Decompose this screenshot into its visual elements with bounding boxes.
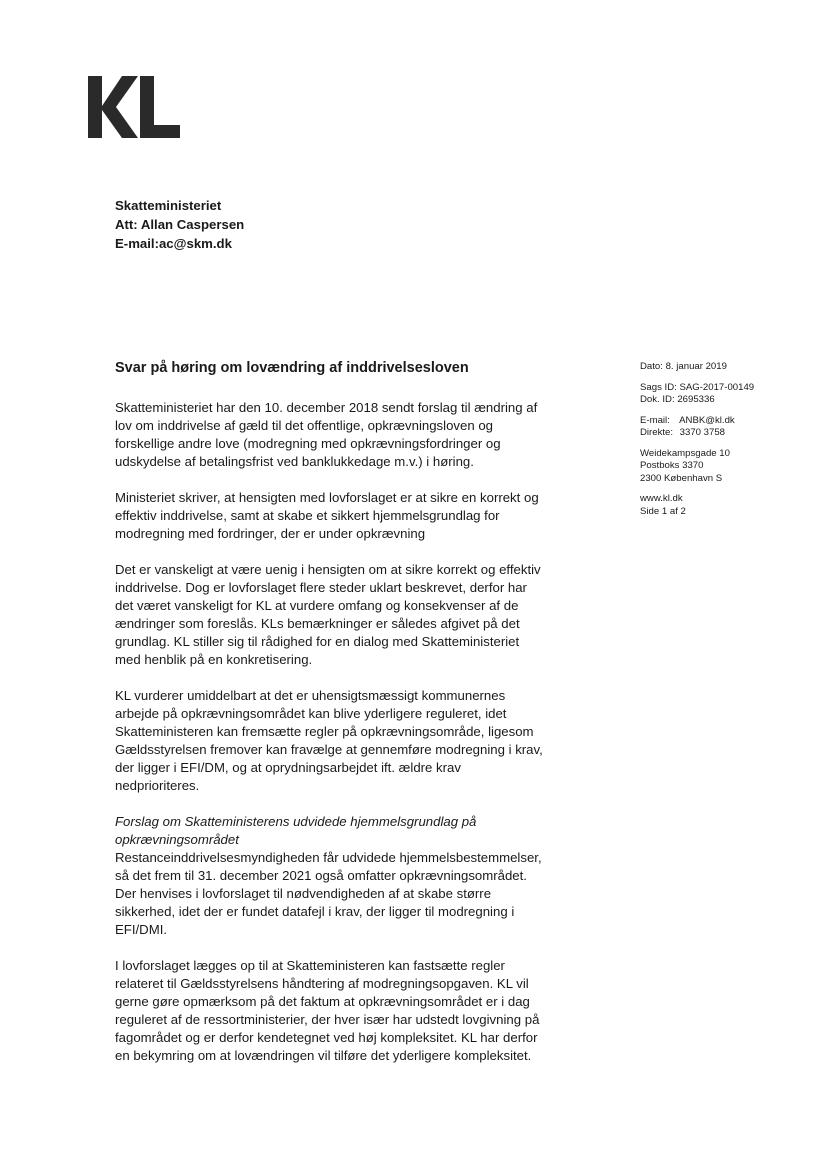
text-line: forskellige andre love (modregning med opkrævningsfordringer og <box>115 436 501 451</box>
text-line: relateret til Gældsstyrelsens håndtering af modregningsopgaven. KL vil <box>115 976 529 991</box>
text-line: udskydelse af betalingsfrist ved banklukkedage m.v.) i høring. <box>115 454 474 469</box>
text-line: Gældsstyrelsen fremover kan fravælge at gennemføre modregning i krav, <box>115 742 543 757</box>
text-line: fagområdet og er derfor kendetegnet ved høj kompleksitet. KL har derfor <box>115 1030 538 1045</box>
address-line: Weidekampsgade 10 <box>640 447 730 459</box>
paragraph <box>115 489 539 543</box>
text-line: arbejde på opkrævningsområdet kan blive yderligere reguleret, idet <box>115 706 507 721</box>
text-line: nedprioriteres. <box>115 778 200 793</box>
text-line: Restanceinddrivelsesmyndigheden får udvidede hjemmelsbestemmelser, <box>115 850 542 865</box>
section-heading: opkrævningsområdet <box>115 832 239 847</box>
address-line: 2300 København S <box>640 472 723 484</box>
recipient-name: Skatteministeriet <box>115 198 222 213</box>
text-line: Ministeriet skriver, at hensigten med lovforslaget er at sikre en korrekt og <box>115 490 539 505</box>
case-id: Sags ID: SAG-2017-00149 <box>640 381 755 393</box>
recipient-block <box>115 196 244 253</box>
text-line: det været vanskeligt for KL at vurdere omfang og konsekvenser af de <box>115 598 519 613</box>
text-line: grundlag. KL stiller sig til rådighed for en dialog med Skatteministeriet <box>115 634 520 649</box>
kl-logo <box>88 76 180 138</box>
page-number: Side 1 af 2 <box>640 505 686 517</box>
text-line: sikkerhed, idet der er fundet datafejl i krav, der ligger til modregning i <box>115 904 515 919</box>
text-line: effektiv inddrivelse, samt at skabe et sikkert hjemmelsgrundlag for <box>115 508 500 523</box>
text-line: KL vurderer umiddelbart at det er uhensigtsmæssigt kommunernes <box>115 688 506 703</box>
letter-subject: Svar på høring om lovændring af inddrivelsesloven <box>115 360 469 376</box>
contact-phone-label: Direkte: <box>640 427 674 438</box>
section-heading: Forslag om Skatteministerens udvidede hjemmelsgrundlag på <box>115 814 477 829</box>
text-line: gerne gøre opmærksom på det faktum at opkrævningsområdet er i dag <box>115 994 530 1009</box>
text-line: EFI/DMI. <box>115 922 168 937</box>
letter-metadata <box>640 361 754 526</box>
contact-email-value: ANBK@kl.dk <box>679 414 735 426</box>
text-line: lov om inddrivelse af gæld til det offentlige, opkrævningsloven og <box>115 418 494 433</box>
contact-phone-row <box>640 427 754 440</box>
text-line: så det frem til 31. december 2021 også omfatter opkrævningsområdet. <box>115 868 527 883</box>
text-line: Det er vanskeligt at være uenig i hensigten om at sikre korrekt og effektiv <box>115 562 541 577</box>
website: www.kl.dk <box>640 493 683 504</box>
text-line: der ligger i EFI/DM, og at oprydningsarbejdet ift. ældre krav <box>115 760 461 775</box>
paragraph <box>115 813 542 939</box>
text-line: med henblik på en konkretisering. <box>115 652 313 667</box>
paragraph <box>115 399 538 471</box>
text-line: reguleret af de ressortministerier, der hver især har udstedt lovgivning på <box>115 1012 540 1027</box>
text-line: modregning med fordringer, der er under opkrævning <box>115 526 426 541</box>
recipient-email: E-mail:ac@skm.dk <box>115 236 232 251</box>
paragraph <box>115 957 540 1065</box>
contact-email-label: E-mail: <box>640 414 670 426</box>
letter-body <box>115 399 543 1083</box>
paragraph <box>115 687 543 795</box>
letter-date: Dato: 8. januar 2019 <box>640 361 727 372</box>
text-line: Skatteministeren kan fremsætte regler på opkrævningsområde, ligesom <box>115 724 534 739</box>
paragraph <box>115 561 541 669</box>
contact-phone-value: 3370 3758 <box>679 427 726 438</box>
recipient-attention: Att: Allan Caspersen <box>115 217 245 232</box>
address-line: Postboks 3370 <box>640 460 704 471</box>
document-id: Dok. ID: 2695336 <box>640 394 715 405</box>
contact-email-row <box>640 415 754 428</box>
text-line: inddrivelse. Dog er lovforslaget flere steder uklart beskrevet, derfor har <box>115 580 527 595</box>
text-line: I lovforslaget lægges op til at Skatteministeren kan fastsætte regler <box>115 958 505 973</box>
text-line: Der henvises i lovforslaget til nødvendigheden af at skabe større <box>115 886 492 901</box>
text-line: ændringer som foreslås. KLs bemærkninger er således afgivet på det <box>115 616 520 631</box>
text-line: en bekymring om at lovændringen vil tilføre det yderligere kompleksitet. <box>115 1048 532 1063</box>
text-line: Skatteministeriet har den 10. december 2018 sendt forslag til ændring af <box>115 400 538 415</box>
